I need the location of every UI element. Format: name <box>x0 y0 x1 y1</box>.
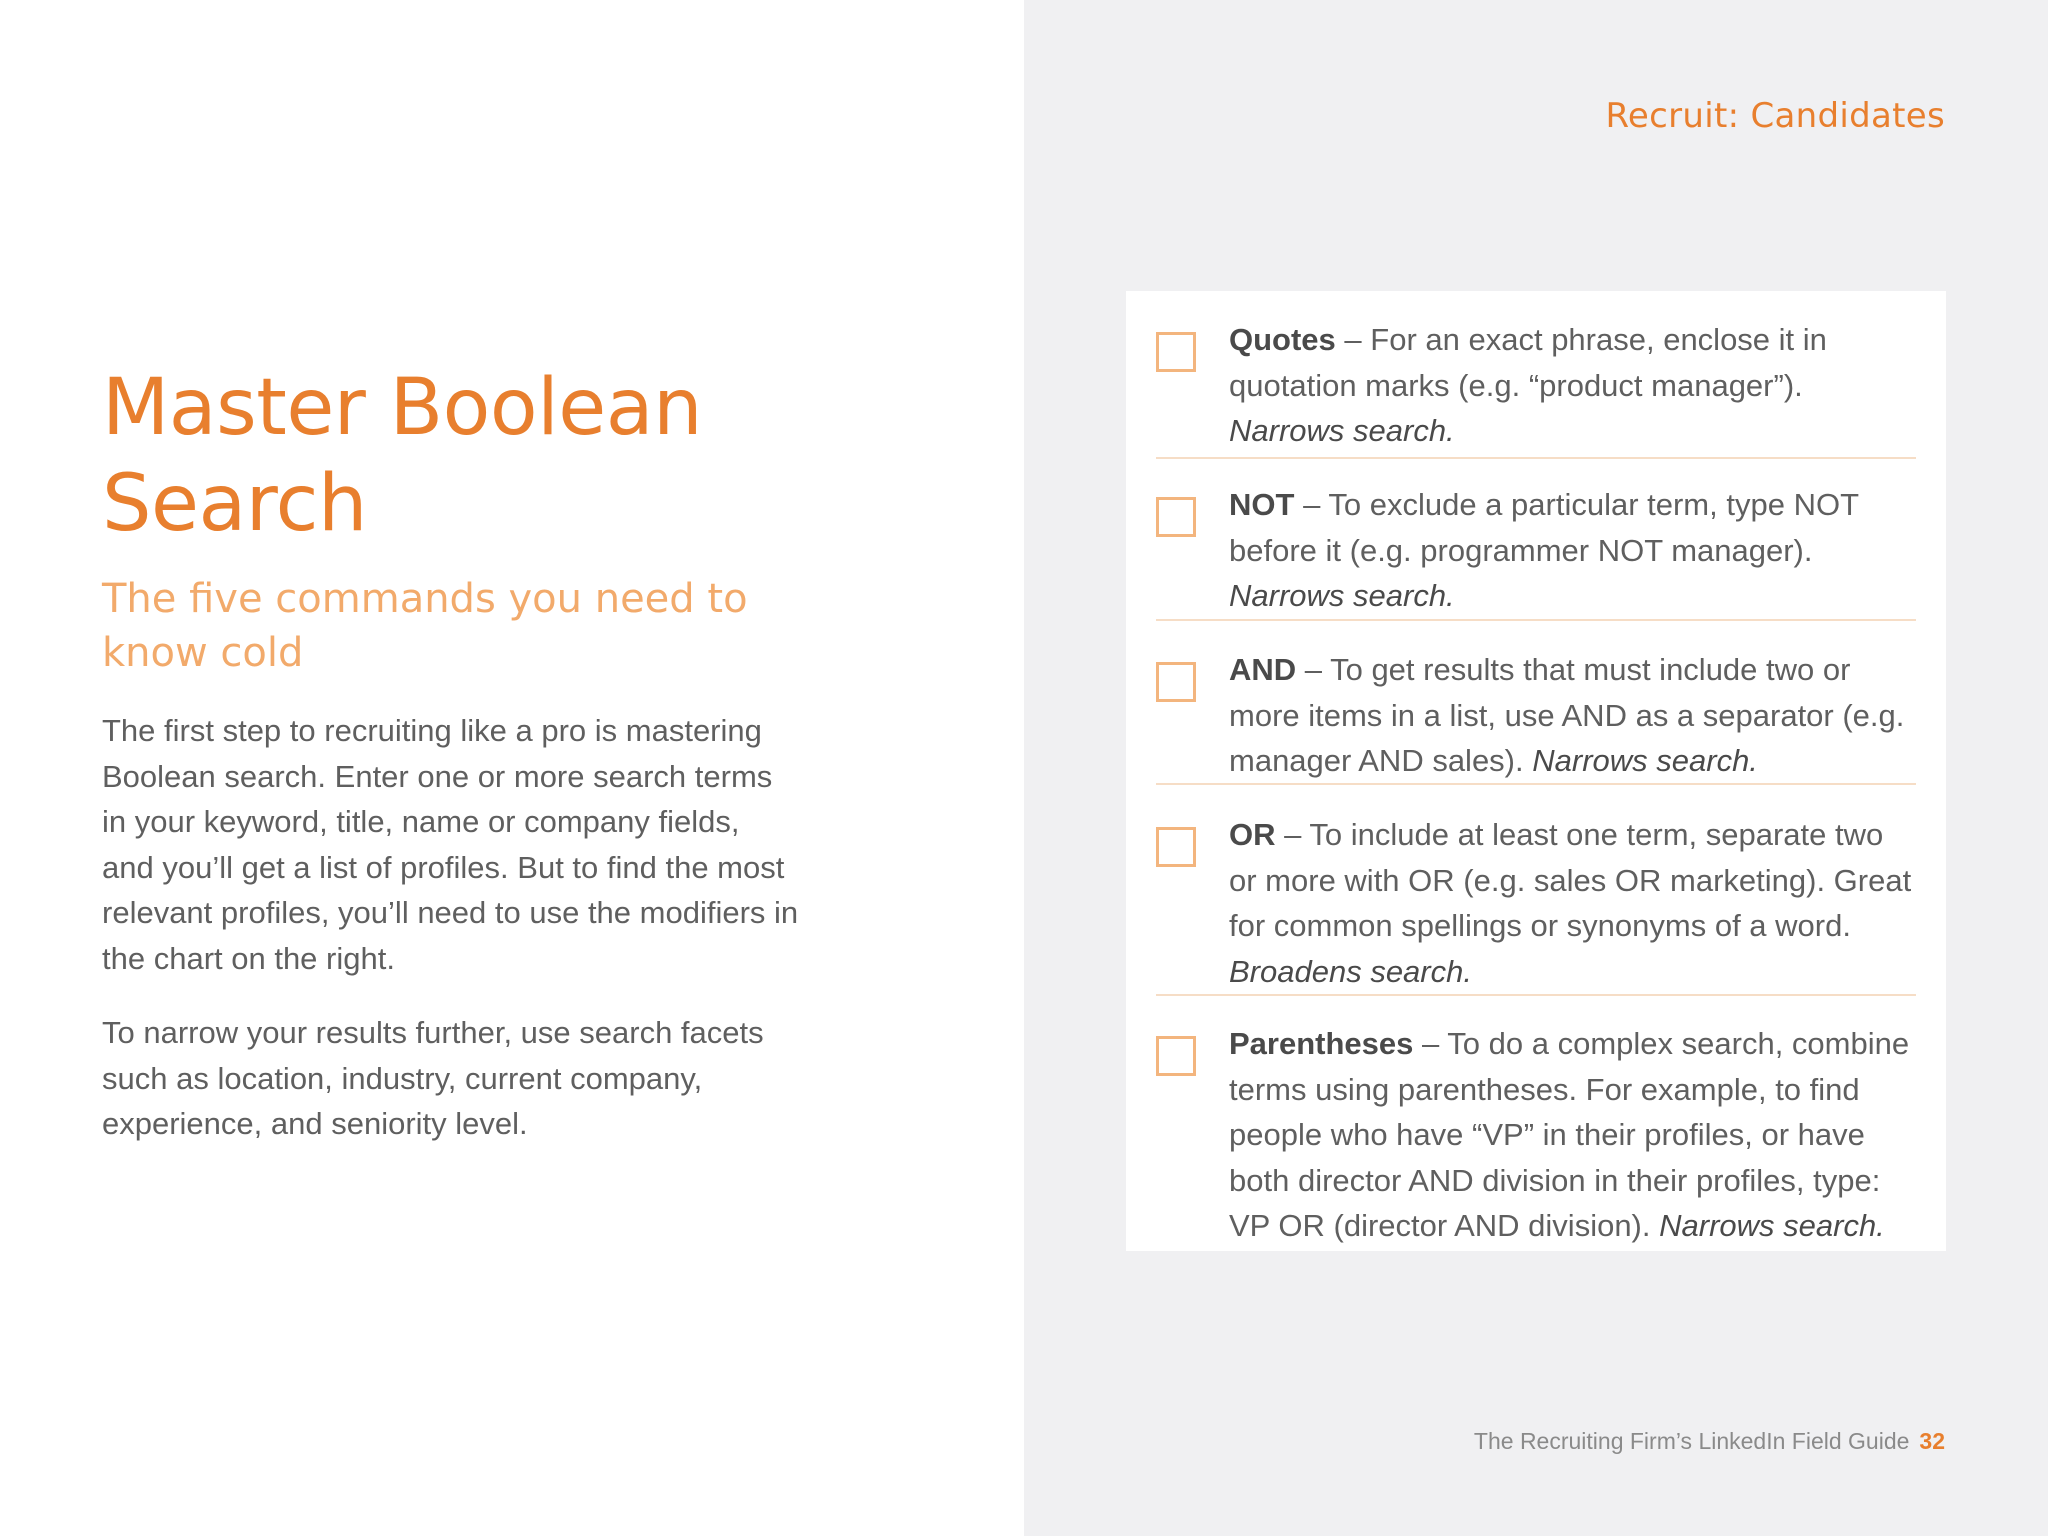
boolean-commands-card <box>1126 291 1946 1251</box>
facets-paragraph: To narrow your results further, use search facets such as location, industry, current company, experience, and seniority level. <box>102 1015 764 1141</box>
page-number: 32 <box>1919 1428 1945 1454</box>
command-text: Parentheses – To do a complex search, combine terms using parentheses. For example, to find people who have “VP” in their profiles, or have both director AND division in their profiles, type: VP OR (director AND division). Narrows search. <box>1229 1026 1910 1243</box>
command-text: NOT – To exclude a particular term, type NOT before it (e.g. programmer NOT manager). Narrows search. <box>1229 487 1860 613</box>
divider <box>1156 619 1916 621</box>
title-line-1: Master Boolean <box>102 363 703 453</box>
divider <box>1156 783 1916 785</box>
checkbox-parentheses[interactable] <box>1156 1036 1196 1076</box>
divider <box>1156 457 1916 459</box>
divider <box>1156 994 1916 996</box>
checkbox-and[interactable] <box>1156 662 1196 702</box>
subtitle-line-2: know cold <box>102 630 304 676</box>
checkbox-not[interactable] <box>1156 497 1196 537</box>
checkbox-or[interactable] <box>1156 827 1196 867</box>
checkbox-quotes[interactable] <box>1156 332 1196 372</box>
page-subtitle <box>102 572 782 680</box>
subtitle-line-1: The five commands you need to <box>102 576 748 622</box>
command-text: OR – To include at least one term, separate two or more with OR (e.g. sales OR marketing). Great for common spellings or synonyms of a word. Broadens search. <box>1229 817 1912 989</box>
command-text: AND – To get results that must include two or more items in a list, use AND as a separator (e.g. manager AND sales). Narrows search. <box>1229 652 1905 778</box>
guide-title: The Recruiting Firm’s LinkedIn Field Guide <box>1473 1428 1910 1454</box>
section-label: Recruit: Candidates <box>1605 96 1945 136</box>
page-footer <box>1474 1428 1945 1455</box>
intro-paragraph: The first step to recruiting like a pro is mastering Boolean search. Enter one or more search terms in your keyword, title, name or company fields, and you’ll get a list of profiles. But to find the most relevant profiles, you’ll need to use the modifiers in the chart on the right. <box>102 713 799 976</box>
title-line-2: Search <box>102 459 367 549</box>
command-text: Quotes – For an exact phrase, enclose it in quotation marks (e.g. “product manager”). Narrows search. <box>1229 322 1827 448</box>
page-title <box>102 360 902 552</box>
